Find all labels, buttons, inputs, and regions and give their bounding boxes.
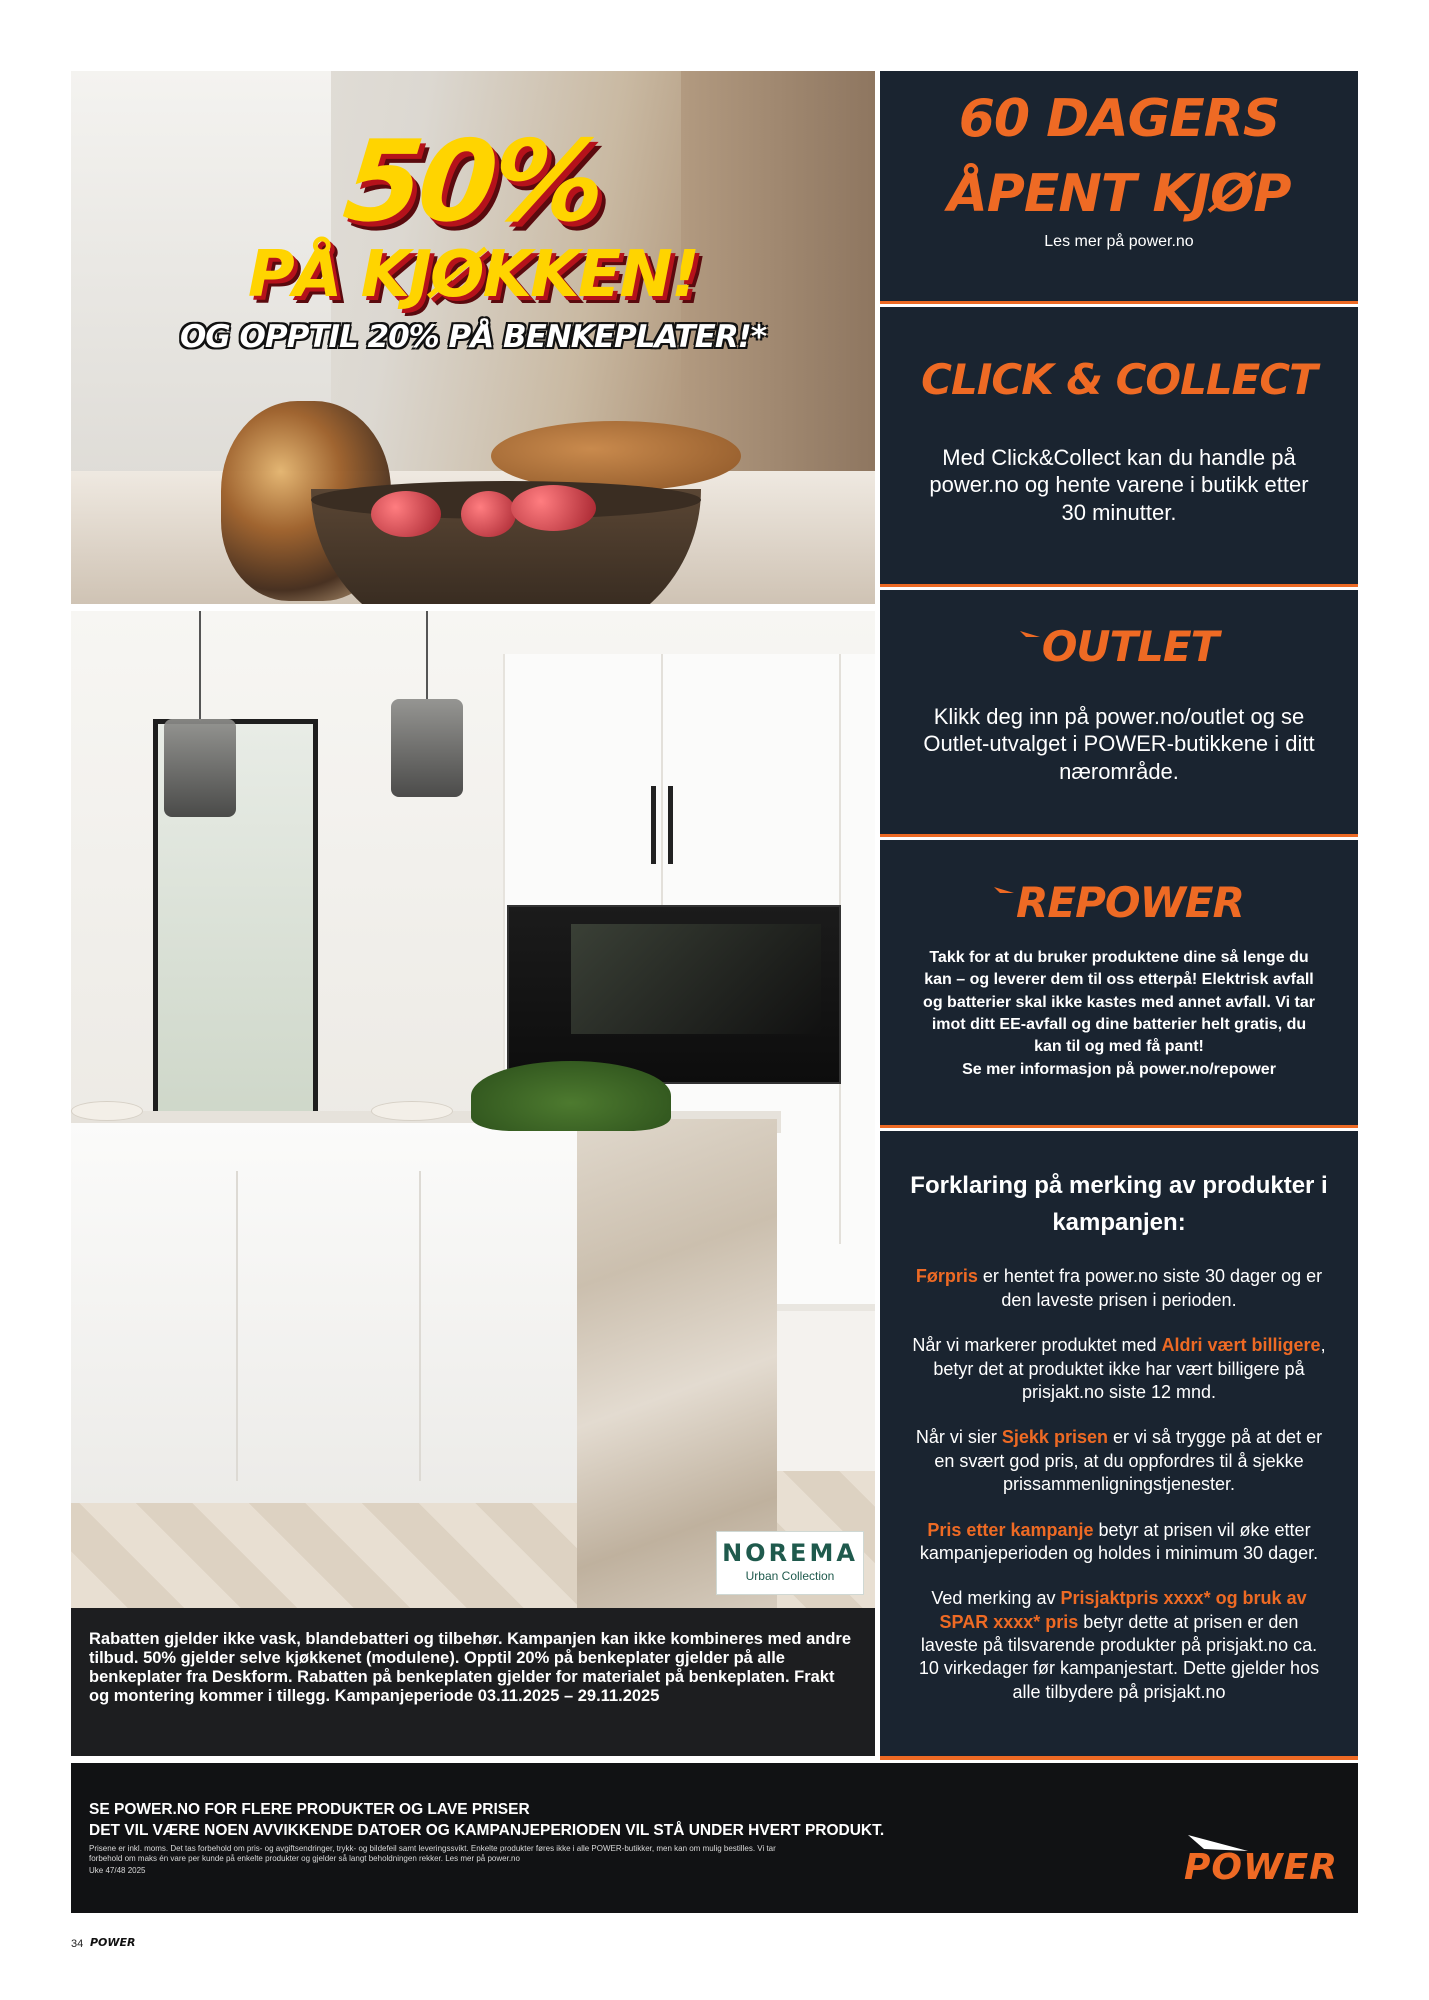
legend-paragraph-after-campaign (910, 1519, 1328, 1566)
cabinet-handle (668, 786, 673, 864)
oven-glass (571, 924, 821, 1034)
hero-apple (511, 485, 596, 531)
legend-term: Prisjaktpris xxxx* og bruk av SPAR xxxx* pris (939, 1588, 1307, 1632)
legend-text: betyr dette at prisen er den laveste på tilsvarende produkter på prisjakt.no ca. 10 virkedager før kampanjestart. Dette gjelder hos alle tilbydere på prisjakt.no (918, 1611, 1320, 1702)
page-footer (71, 1763, 1358, 1913)
footer-line-2: DET VIL VÆRE NOEN AVVIKKENDE DATOER OG KAMPANJEPERIODEN VIL STÅ UNDER HVERT PRODUKT. (89, 1822, 885, 1839)
panel-repower (880, 840, 1358, 1128)
plate (71, 1101, 143, 1121)
plate (371, 1101, 453, 1121)
power-logo-small: POWER (90, 1936, 136, 1949)
legend-term: Pris etter kampanje (927, 1519, 1094, 1540)
legend-text: , betyr det at produktet ikke har vært billigere på prisjakt.no siste 12 mnd. (933, 1335, 1326, 1402)
repower-text: Takk for at du bruker produktene dine så lenge du kan – og leverer dem til oss etterpå! Elektrisk avfall og batterier skal ikke kastes med annet avfall. Vi tar imot ditt EE-avfall og dine batterier helt gratis, du kan til og med få pant! (923, 948, 1315, 1056)
legend-paragraph-check-price (910, 1426, 1328, 1496)
brand-collection: Urban Collection (745, 1569, 835, 1583)
repower-link: Se mer informasjon på power.no/repower (962, 1060, 1276, 1078)
plant-bowl (471, 1061, 671, 1131)
kitchen-island (71, 1123, 577, 1503)
legend-text: er hentet fra power.no siste 30 dager og er den laveste prisen i perioden. (977, 1266, 1323, 1310)
campaign-disclaimer (71, 1608, 875, 1756)
pendant-cord (199, 611, 201, 721)
open-purchase-title-1: 60 DAGERS (958, 89, 1280, 149)
brand-name: NOREMA (722, 1539, 858, 1567)
open-purchase-title-2: ÅPENT KJØP (947, 164, 1291, 225)
pendant-lamp (391, 699, 463, 797)
click-collect-body: Med Click&Collect kan du handle på power.no og hente varene i butikk etter 30 minutter. (929, 444, 1309, 525)
footer-week: Uke 47/48 2025 (89, 1865, 146, 1875)
open-purchase-link: Les mer på power.no (1044, 233, 1194, 251)
power-swoosh-icon (994, 885, 1014, 903)
norema-logo (716, 1531, 864, 1595)
legend-term: Aldri vært billigere (1161, 1335, 1321, 1356)
panel-click-collect (880, 307, 1358, 587)
legend-text: er vi så trygge på at det er en svært god pris, at du oppfordres til å sjekke prissammenligningstjenester. (934, 1427, 1323, 1495)
power-swoosh-icon (1020, 629, 1040, 647)
outlet-title: OUTLET (1041, 622, 1219, 671)
footer-fine-print: Prisene er inkl. moms. Det tas forbehold om pris- og avgiftsendringer, trykk- og bildefeil samt leveringssvikt. Enkelte produkter føres ikke i alle POWER-butikker, men kan om mulig bestilles. Vi tar forbehold om maks én vare per kunde på enkelte produkter og gjelder så langt beholdningen rekker. Les mer på power.no (89, 1844, 776, 1864)
hero-apple (461, 491, 516, 537)
headline-category: PÅ KJØKKEN! (247, 238, 699, 312)
pendant-cord (426, 611, 428, 699)
legend-heading: Forklaring på merking av produkter i kampanjen: (910, 1172, 1328, 1237)
outlet-body: Klikk deg inn på power.no/outlet og se Outlet-utvalget i POWER-butikkene i ditt nærområde. (923, 703, 1315, 784)
legend-text: betyr at prisen vil øke etter kampanjeperioden og holdes i minimum 30 dager. (919, 1519, 1319, 1563)
page-number: 34 (71, 1938, 84, 1950)
headline-subline: OG OPPTIL 20% PÅ BENKEPLATER!* (179, 319, 767, 356)
kitchen-photo (71, 611, 875, 1608)
legend-text: Ved merking av (931, 1588, 1061, 1609)
repower-title-wrap (880, 878, 1358, 927)
island-door-seam (236, 1171, 238, 1481)
legend-term: Førpris (915, 1266, 978, 1287)
outlet-title-wrap (880, 622, 1358, 671)
hero-apple (371, 491, 441, 537)
headline-percent: 50% (338, 117, 608, 247)
disclaimer-text: Rabatten gjelder ikke vask, blandebatteri og tilbehør. Kampanjen kan ikke kombineres med andre tilbud. 50% gjelder selve kjøkkenet (modulene). Opptil 20% på benkeplater gjelder på alle benkeplater fra Deskform. Rabatten på benkeplaten gjelder for materialet på benkeplaten. Frakt og montering kommer i tillegg. Kampanjeperiode 03.11.2025 – 29.11.2025 (89, 1630, 851, 1705)
legend-text: Når vi markerer produktet med (912, 1335, 1162, 1356)
click-collect-title: CLICK & COLLECT (921, 355, 1317, 404)
cabinet-handle (651, 786, 656, 864)
legend-paragraph-prior-price (910, 1265, 1328, 1312)
footer-line-1: SE POWER.NO FOR FLERE PRODUKTER OG LAVE PRISER (89, 1801, 530, 1818)
panel-open-purchase (880, 71, 1358, 304)
power-logo: POWER (1183, 1847, 1338, 1888)
hero-headline (71, 117, 875, 356)
panel-outlet (880, 590, 1358, 837)
repower-body (920, 947, 1318, 1081)
repower-title: REPOWER (1016, 878, 1244, 927)
hero-banner (71, 71, 875, 604)
pendant-lamp (164, 719, 236, 817)
legend-term: Sjekk prisen (1001, 1427, 1108, 1448)
legend-text: Når vi sier (915, 1427, 1002, 1448)
legend-paragraph-never-cheaper (910, 1334, 1328, 1404)
island-door-seam (419, 1171, 421, 1481)
legend-paragraph-prisjakt (910, 1587, 1328, 1704)
panel-price-legend (880, 1131, 1358, 1760)
